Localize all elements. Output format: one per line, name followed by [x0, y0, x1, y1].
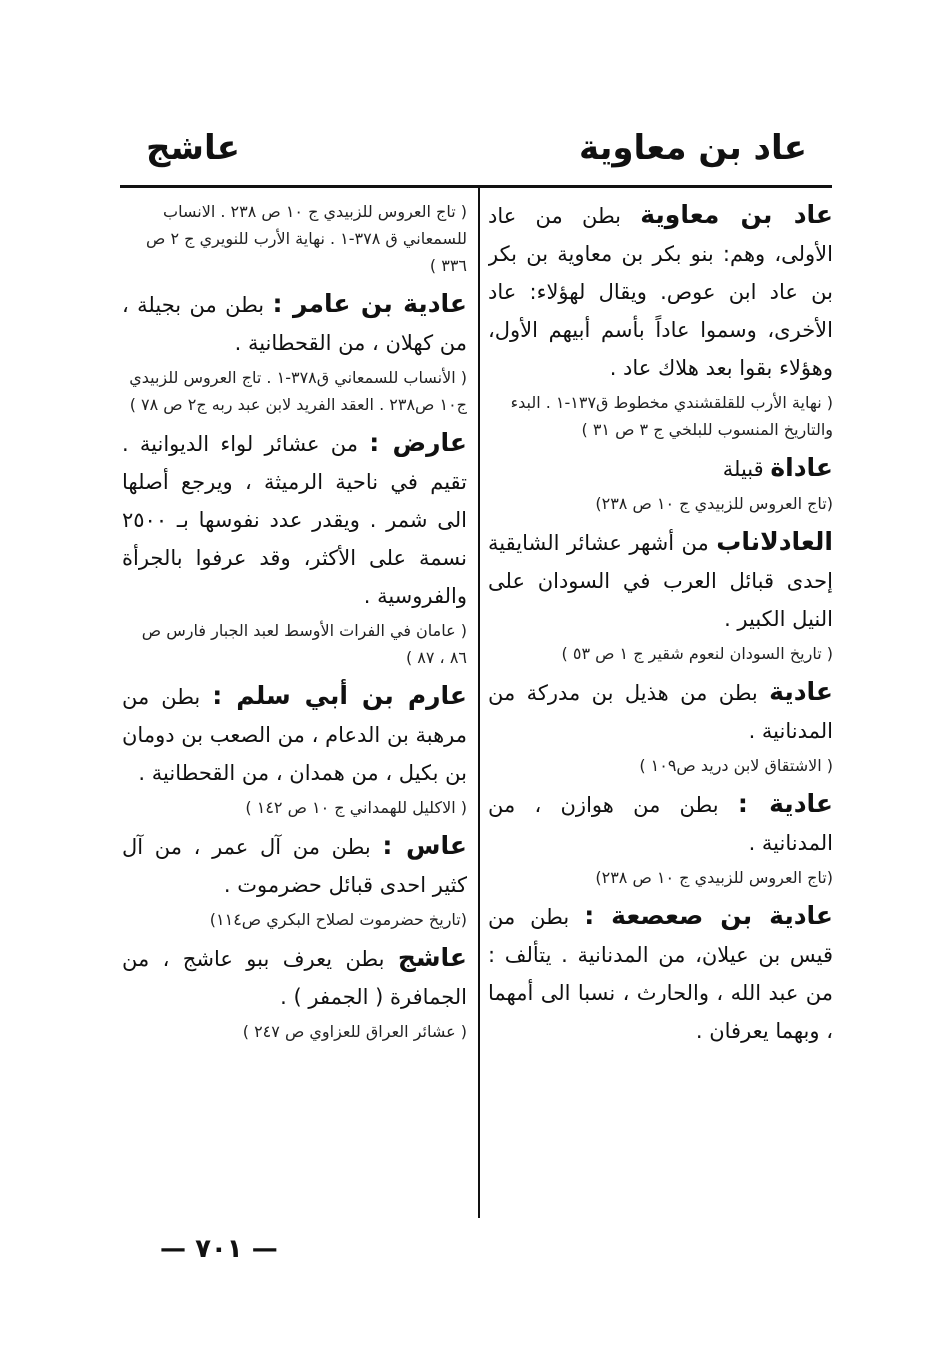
entry-text: من عشائر لواء الديوانية . تقيم في ناحية الرميثة ، ويرجع أصلها الى شمر . ويقدر عدد نفوسها بـ ٢٥٠٠ نسمة على الأكثر، وقد عرفوا بالجرأة والفروسية . — [122, 432, 467, 608]
entry — [488, 785, 833, 891]
entry-term: عارض : — [369, 428, 467, 457]
entry-body — [122, 424, 467, 615]
entry-term: عادية — [769, 677, 833, 706]
entry — [122, 424, 467, 671]
entry-reference: ( الاكليل للهمداني ج ١٠ ص ١٤٢ ) — [245, 798, 467, 817]
entry — [122, 827, 467, 933]
entry-reference: ( الاشتقاق لابن دريد ص١٠٩ ) — [639, 756, 833, 775]
entry — [122, 285, 467, 418]
left-column — [122, 196, 467, 1226]
column-divider — [478, 188, 480, 1218]
entry-text: بطن من هذيل بن مدركة من المدنانية . — [488, 681, 833, 743]
entry-term: عارم بن أبي سلم : — [212, 681, 467, 710]
entry-term: عادية بن عامر : — [272, 289, 467, 318]
entry-continued — [122, 198, 467, 279]
entry — [488, 196, 833, 443]
running-head-left: عاشج — [146, 128, 240, 168]
entry-term: عادية بن صعصعة : — [584, 901, 833, 930]
entry-term: عاداة — [770, 453, 833, 482]
entry-reference: ( تاريخ السودان لنعوم شقير ج ١ ص ٥٣ ) — [561, 644, 833, 663]
entry-body — [488, 785, 833, 862]
entry-body — [488, 449, 833, 488]
entry — [122, 677, 467, 821]
entry-reference: ( نهاية الأرب للقلقشندي مخطوط ق١٣٧-١ . البدء والتاريخ المنسوب للبلخي ج ٣ ص ٣١ ) — [510, 393, 833, 439]
entry-text: بطن يعرف ببو عاشج ، من الجمافرة ( الجمفر ) . — [122, 947, 467, 1009]
entry-text: بطن من مرهبة بن الدعام ، من الصعب بن دومان بن بكيل ، من همدان ، من القحطانية . — [122, 685, 467, 785]
entry-reference: (تاج العروس للزبيدي ج ١٠ ص ٢٣٨) — [595, 868, 833, 887]
entry — [488, 897, 833, 1050]
entry-text: بطن من آل عمر ، من آل كثير احدى قبائل حضرموت . — [122, 835, 467, 897]
entry-term: عاشج — [397, 943, 467, 972]
entry-body — [488, 196, 833, 387]
entry-text: بطن من بجيلة ، من كهلان ، من القحطانية . — [122, 293, 467, 355]
entry-body — [488, 523, 833, 638]
entry-text: من أشهر عشائر الشايقية إحدى قبائل العرب في السودان على النيل الكبير . — [488, 531, 833, 631]
entry-body — [122, 827, 467, 904]
entry-term: العادلاناب — [716, 527, 833, 556]
entry-body — [122, 939, 467, 1016]
entry — [488, 449, 833, 517]
entry-text: بطن من قيس بن عيلان، من المدنانية . يتألف : من عبد الله ، والحارث ، نسبا الى أمهما ، وبهما يعرفان . — [488, 905, 833, 1043]
entry-body — [488, 897, 833, 1050]
entry-term: عاس : — [382, 831, 467, 860]
entry-reference: ( الأنساب للسمعاني ق٣٧٨-١ . تاج العروس للزبيدي ج١٠ ص٢٣٨ . العقد الفريد لابن عبد ربه ج٢ ص ٧٨ ) — [129, 368, 467, 414]
entry-text: بطن من هوازن ، من المدنانية . — [488, 793, 833, 855]
right-column — [488, 196, 833, 1226]
header-rule — [120, 185, 832, 188]
entry-body — [488, 673, 833, 750]
entry-reference: (تاريخ حضرموت لصلاح البكري ص١١٤) — [209, 910, 467, 929]
entry-body — [122, 285, 467, 362]
running-head-right: عاد بن معاوية — [578, 128, 807, 168]
page-number: — ٧٠١ — — [160, 1234, 278, 1264]
entry — [488, 523, 833, 667]
entry-term: عاد بن معاوية — [640, 200, 833, 229]
entry-reference: (تاج العروس للزبيدي ج ١٠ ص ٢٣٨) — [595, 494, 833, 513]
entry-reference: ( عامان في الفرات الأوسط لعبد الجبار فارس ص ٨٦ ، ٨٧ ) — [141, 621, 467, 667]
entry-text: قبيلة — [722, 457, 764, 481]
entry-text: بطن من عاد الأولى، وهم: بنو بكر بن معاوية بن بكر بن عاد ابن عوص. ويقال لهؤلاء: عاد الأخرى، وسموا عاداً بأسم أبيهم الأول، وهؤلاء بقوا بعد هلاك عاد . — [488, 204, 833, 380]
entry-term: عادية : — [737, 789, 833, 818]
entry — [122, 939, 467, 1045]
entry — [488, 673, 833, 779]
entry-body — [122, 677, 467, 792]
entry-reference: ( عشائر العراق للعزاوي ص ٢٤٧ ) — [242, 1022, 467, 1041]
entry-reference: ( تاج العروس للزبيدي ج ١٠ ص ٢٣٨ . الانساب للسمعاني ق ٣٧٨-١ . نهاية الأرب للنويري ج ٢ ص ٣٣٦ ) — [146, 202, 467, 275]
